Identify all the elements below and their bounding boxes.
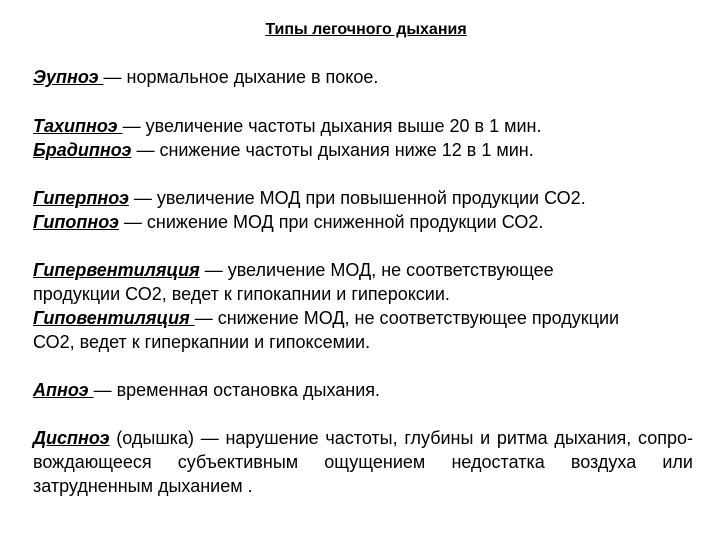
page-title: Типы легочного дыхания bbox=[265, 21, 467, 38]
definition-hypoventilation-1: — снижение МОД, не соответствующее продукции bbox=[194, 308, 620, 328]
definition-dyspnea: (одышка) — нарушение частоты, глубины и ритма дыхания, сопро-вождающееся субъективным ощущением недостатка воздуха или затрудненным дыханием . bbox=[33, 428, 693, 496]
term-eupnea: Эупноэ bbox=[33, 67, 104, 87]
definition-hypopnea: — снижение МОД при сниженной продукции СО2. bbox=[118, 212, 544, 232]
definition-eupnea: — нормальное дыхание в покое. bbox=[103, 67, 379, 87]
definition-hypoventilation-2: СО2, ведет к гиперкапнии и гипоксемии. bbox=[33, 332, 371, 352]
entry-hypopnea bbox=[33, 211, 543, 233]
entry-hyperventilation-continued bbox=[33, 283, 450, 305]
term-apnea: Апноэ bbox=[33, 380, 94, 400]
term-bradypnea: Брадипноэ bbox=[33, 140, 132, 160]
term-hyperpnea: Гиперпноэ bbox=[33, 188, 129, 208]
entry-dyspnea bbox=[33, 426, 693, 498]
entry-tachypnea bbox=[33, 115, 541, 137]
definition-hyperventilation-2: продукции СО2, ведет к гипокапнии и гипероксии. bbox=[33, 284, 450, 304]
definition-apnea: — временная остановка дыхания. bbox=[93, 380, 381, 400]
term-dyspnea: Диспноэ bbox=[33, 428, 110, 448]
term-hyperventilation: Гипервентиляция bbox=[33, 260, 200, 280]
entry-hypoventilation-continued bbox=[33, 331, 370, 353]
definition-tachypnea: — увеличение частоты дыхания выше 20 в 1 мин. bbox=[122, 116, 542, 136]
entry-hyperpnea bbox=[33, 187, 586, 209]
term-hypopnea: Гипопноэ bbox=[33, 212, 119, 232]
entry-bradypnea bbox=[33, 139, 534, 161]
entry-hypoventilation bbox=[33, 307, 619, 329]
term-hypoventilation: Гиповентиляция bbox=[33, 308, 195, 328]
definition-hyperventilation-1: — увеличение МОД, не соответствующее bbox=[199, 260, 554, 280]
definition-hyperpnea: — увеличение МОД при повышенной продукции СО2. bbox=[128, 188, 586, 208]
entry-apnea bbox=[33, 379, 380, 401]
entry-eupnea bbox=[33, 66, 378, 88]
term-tachypnea: Тахипноэ bbox=[33, 116, 123, 136]
definition-bradypnea: — снижение частоты дыхания ниже 12 в 1 мин. bbox=[131, 140, 534, 160]
entry-hyperventilation bbox=[33, 259, 554, 281]
